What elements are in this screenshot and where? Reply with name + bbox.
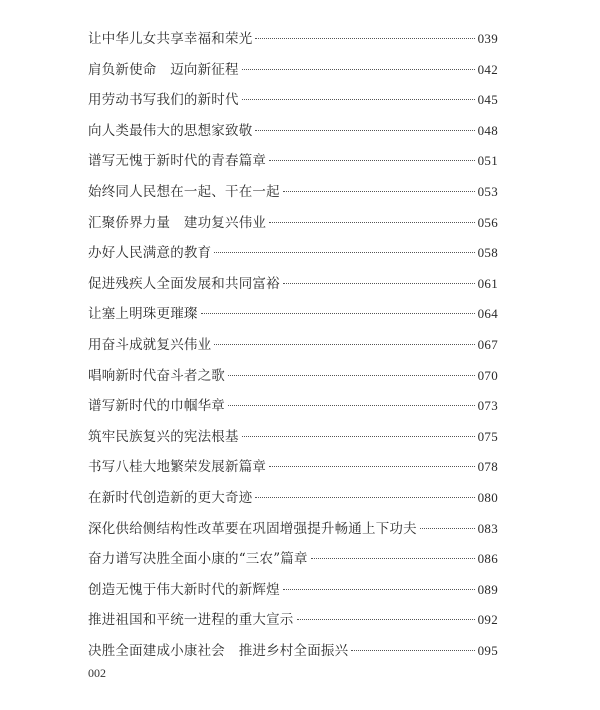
toc-entry-page: 053 <box>477 183 498 199</box>
toc-entry[interactable] <box>88 116 498 147</box>
toc-entry-title: 谱写无愧于新时代的青春篇章 <box>88 153 267 170</box>
toc-entry-title: 深化供给侧结构性改革要在巩固增强提升畅通上下功夫 <box>88 520 417 537</box>
toc-entry-title: 唱响新时代奋斗者之歌 <box>88 367 225 384</box>
toc-entry-title: 让中华儿女共享幸福和荣光 <box>88 31 253 47</box>
toc-dot-leader <box>201 313 475 314</box>
toc-entry[interactable] <box>88 146 498 177</box>
toc-dot-leader <box>255 497 474 498</box>
toc-entry-page: 067 <box>477 336 498 352</box>
toc-entry-page: 092 <box>477 612 498 628</box>
toc-entry-page: 051 <box>477 153 498 169</box>
toc-entry[interactable] <box>88 299 498 330</box>
toc-entry-page: 089 <box>477 581 498 597</box>
toc-entry-page: 058 <box>477 245 498 261</box>
toc-entry-page: 073 <box>477 398 498 414</box>
toc-entry[interactable] <box>88 24 498 55</box>
toc-entry-title: 用劳动书写我们的新时代 <box>88 92 239 109</box>
toc-dot-leader <box>228 405 475 406</box>
toc-dot-leader <box>214 252 474 253</box>
toc-entry-page: 042 <box>477 61 498 77</box>
toc-entry-title: 让塞上明珠更璀璨 <box>88 306 198 323</box>
toc-entry-page: 039 <box>477 31 498 46</box>
toc-entry[interactable] <box>88 483 498 514</box>
toc-dot-leader <box>351 650 474 651</box>
toc-entry-title: 推进祖国和平统一进程的重大宣示 <box>88 612 294 629</box>
toc-dot-leader <box>283 589 475 590</box>
toc-entry[interactable] <box>88 85 498 116</box>
toc-entry-title: 奋力谱写决胜全面小康的“三农”篇章 <box>88 551 308 568</box>
toc-entry-title: 汇聚侨界力量 建功复兴伟业 <box>88 214 267 231</box>
toc-entry-title: 用奋斗成就复兴伟业 <box>88 336 212 353</box>
toc-entry[interactable] <box>88 391 498 422</box>
toc-entry-page: 048 <box>477 122 498 138</box>
toc-dot-leader <box>297 619 475 620</box>
toc-entry-page: 070 <box>477 367 498 383</box>
toc-dot-leader <box>242 436 475 437</box>
toc-dot-leader <box>228 375 475 376</box>
toc-dot-leader <box>269 222 474 223</box>
toc-entry-title: 始终同人民想在一起、干在一起 <box>88 183 280 200</box>
toc-dot-leader <box>242 99 475 100</box>
table-of-contents <box>88 24 498 666</box>
toc-dot-leader <box>255 130 474 131</box>
toc-entry[interactable] <box>88 605 498 636</box>
toc-entry-page: 045 <box>477 92 498 108</box>
toc-entry[interactable] <box>88 269 498 300</box>
toc-entry-title: 书写八桂大地繁荣发展新篇章 <box>88 459 267 476</box>
toc-entry[interactable] <box>88 238 498 269</box>
toc-entry-page: 083 <box>477 520 498 536</box>
toc-entry-page: 080 <box>477 489 498 505</box>
toc-entry-page: 075 <box>477 428 498 444</box>
toc-entry-page: 078 <box>477 459 498 475</box>
toc-dot-leader <box>242 69 475 70</box>
toc-dot-leader <box>311 558 475 559</box>
toc-entry-page: 095 <box>477 642 498 658</box>
toc-entry[interactable] <box>88 452 498 483</box>
toc-entry[interactable] <box>88 636 498 667</box>
toc-dot-leader <box>214 344 474 345</box>
page-number: 002 <box>88 666 106 680</box>
toc-entry[interactable] <box>88 544 498 575</box>
toc-entry-page: 056 <box>477 214 498 230</box>
toc-entry[interactable] <box>88 330 498 361</box>
toc-entry-title: 创造无愧于伟大新时代的新辉煌 <box>88 581 280 598</box>
toc-dot-leader <box>269 160 474 161</box>
toc-entry[interactable] <box>88 177 498 208</box>
toc-entry-page: 086 <box>477 551 498 567</box>
toc-entry-title: 在新时代创造新的更大奇迹 <box>88 489 253 506</box>
toc-entry-title: 促进残疾人全面发展和共同富裕 <box>88 275 280 292</box>
toc-entry[interactable] <box>88 55 498 86</box>
toc-dot-leader <box>283 283 475 284</box>
toc-entry[interactable] <box>88 422 498 453</box>
toc-dot-leader <box>269 466 474 467</box>
toc-entry[interactable] <box>88 208 498 239</box>
toc-dot-leader <box>420 528 475 529</box>
toc-dot-leader <box>255 38 474 39</box>
toc-entry-page: 061 <box>477 275 498 291</box>
toc-entry[interactable] <box>88 575 498 606</box>
toc-entry-title: 谱写新时代的巾帼华章 <box>88 398 225 415</box>
toc-entry[interactable] <box>88 514 498 545</box>
toc-entry-page: 064 <box>477 306 498 322</box>
toc-entry-title: 筑牢民族复兴的宪法根基 <box>88 428 239 445</box>
toc-entry-title: 办好人民满意的教育 <box>88 245 212 262</box>
toc-entry-title: 肩负新使命 迈向新征程 <box>88 61 239 78</box>
toc-entry[interactable] <box>88 361 498 392</box>
toc-entry-title: 向人类最伟大的思想家致敬 <box>88 122 253 139</box>
toc-entry-title: 决胜全面建成小康社会 推进乡村全面振兴 <box>88 642 349 659</box>
toc-dot-leader <box>283 191 475 192</box>
